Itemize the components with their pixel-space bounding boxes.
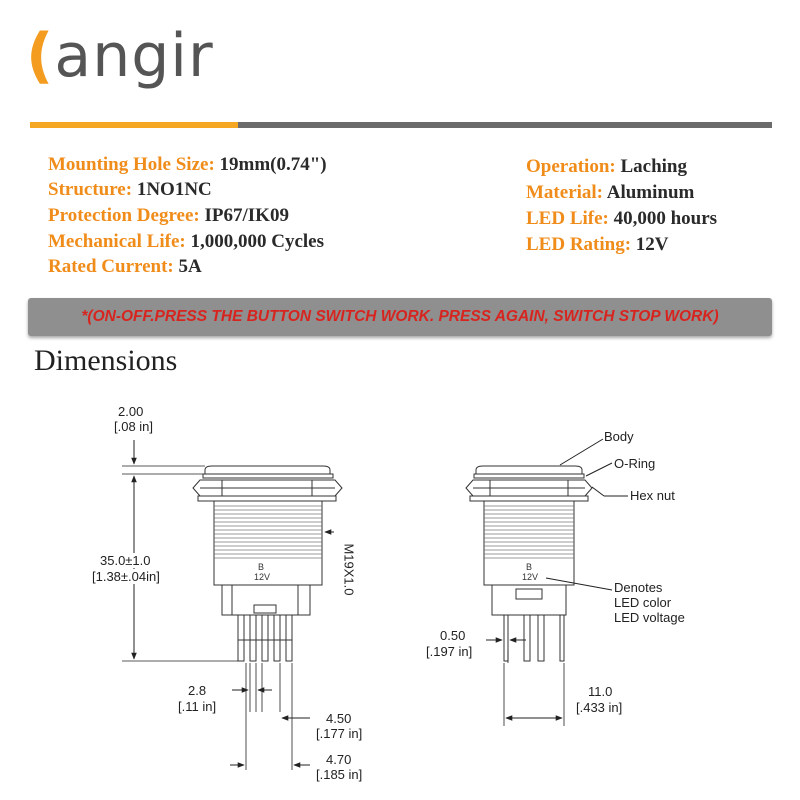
mark-b: B (526, 562, 533, 572)
dim-pin-width-a-in: [.177 in] (316, 726, 363, 741)
dim-pin-width-a: 4.50 (326, 711, 352, 726)
mark-voltage: 12V (522, 572, 539, 582)
mark-b: B (258, 562, 265, 572)
callout-o-ring: O-Ring (614, 456, 656, 471)
callout-denotes: Denotes (614, 580, 663, 595)
thread-spec: M19X1.0 (341, 543, 357, 596)
spec-value: 19mm(0.74") (219, 154, 327, 175)
callout-hex-nut: Hex nut (630, 488, 675, 503)
spec-value: Aluminum (606, 182, 695, 203)
logo-text: angir (54, 21, 214, 91)
spec-value: 5A (178, 256, 202, 277)
spec-label: Mounting Hole Size: (48, 154, 215, 175)
dim-top-height-in: [.08 in] (114, 419, 154, 434)
dim-pin-gap: 2.8 (188, 683, 207, 698)
spec-label: LED Life: (526, 208, 609, 229)
operation-banner-text: *(ON-OFF.PRESS THE BUTTON SWITCH WORK. PRESS AGAIN, SWITCH STOP WORK) (81, 308, 719, 325)
dim-pin-thickness: 0.50 (440, 628, 466, 643)
dim-top-height: 2.00 (118, 404, 144, 419)
dim-total-length: 35.0±1.0 (100, 553, 151, 568)
spec-value: 1NO1NC (136, 179, 212, 200)
spec-label: Protection Degree: (48, 205, 200, 226)
spec-label: Material: (526, 182, 604, 203)
dim-pin-span: 11.0 (588, 684, 613, 699)
logo-c-mark: ( (26, 21, 55, 91)
spec-label: Mechanical Life: (48, 231, 186, 252)
dim-pin-span-in: [.433 in] (576, 700, 623, 715)
spec-label: Structure: (48, 179, 133, 200)
dimensions-title: Dimensions (34, 344, 178, 377)
spec-value: Laching (620, 156, 687, 177)
dim-pin-thickness-in: [.197 in] (426, 644, 473, 659)
spec-label: LED Rating: (526, 234, 632, 255)
spec-label: Operation: (526, 156, 616, 177)
spec-value: 1,000,000 Cycles (190, 231, 324, 252)
mark-voltage: 12V (254, 572, 271, 582)
callout-led-voltage: LED voltage (614, 610, 685, 625)
spec-label: Rated Current: (48, 256, 174, 277)
spec-value: 12V (635, 234, 669, 255)
spec-value: IP67/IK09 (204, 205, 289, 226)
spec-value: 40,000 hours (613, 208, 718, 229)
callout-led-color: LED color (614, 595, 672, 610)
dim-pin-width-b: 4.70 (326, 752, 352, 767)
dim-total-length-in: [1.38±.04in] (92, 569, 160, 584)
dim-pin-width-b-in: [.185 in] (316, 767, 363, 782)
callout-body: Body (604, 429, 634, 444)
dim-pin-gap-in: [.11 in] (178, 699, 217, 714)
